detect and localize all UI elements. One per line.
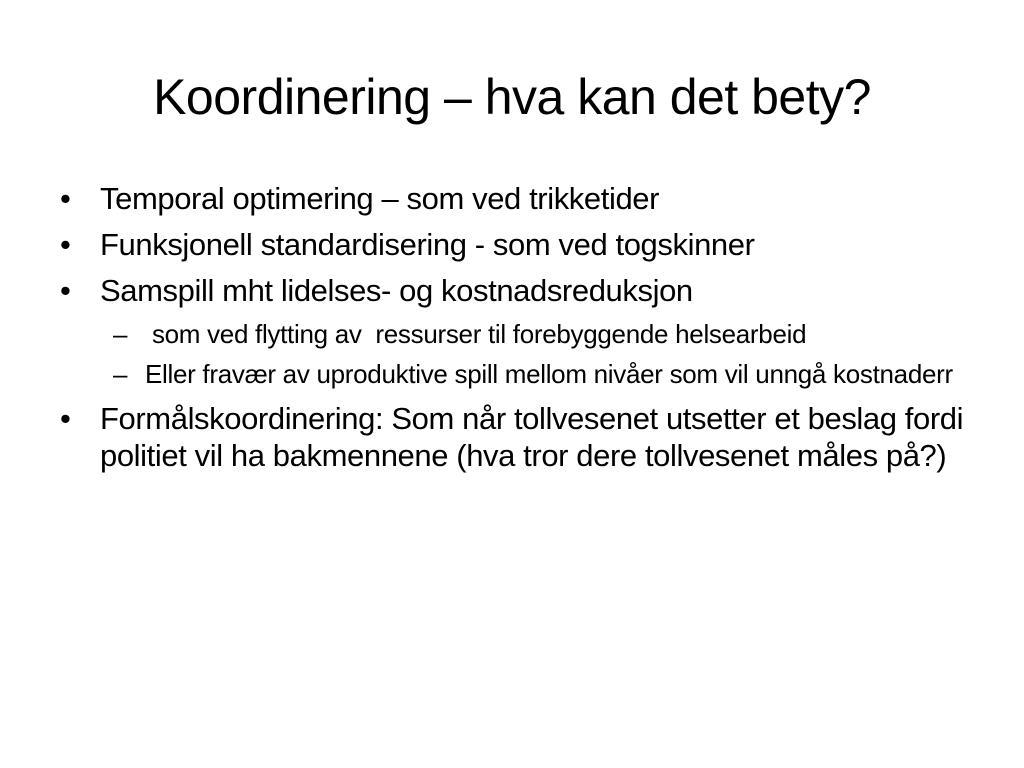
bullet-text: Funksjonell standardisering - som ved togskinner bbox=[100, 227, 755, 262]
bullet-text: Samspill mht lidelses- og kostnadsreduksjon bbox=[100, 273, 693, 308]
bullet-icon: • bbox=[60, 227, 71, 262]
bullet-icon: • bbox=[60, 273, 71, 308]
sub-list-container bbox=[58, 318, 978, 390]
dash-icon: – bbox=[113, 359, 128, 389]
bullet-item-3 bbox=[58, 272, 978, 309]
bullet-text: Formålskoordinering: Som når tollvesenet utsetter et beslag fordi politiet vil ha bakmennene (hva tror dere tollvesenet måles på?) bbox=[100, 401, 964, 473]
sub-bullet-item-1 bbox=[58, 318, 978, 350]
bullet-icon: • bbox=[60, 181, 71, 216]
bullet-icon: • bbox=[60, 401, 71, 436]
sub-bullet-list bbox=[58, 318, 978, 390]
sub-bullet-item-2 bbox=[58, 358, 978, 390]
bullet-item-2 bbox=[58, 226, 978, 263]
bullet-list bbox=[58, 180, 978, 483]
bullet-item-4 bbox=[58, 400, 978, 474]
bullet-item-1 bbox=[58, 180, 978, 217]
sub-bullet-text: Eller fravær av uproduktive spill mellom nivåer som vil unngå kostnaderr bbox=[145, 359, 953, 389]
dash-icon: – bbox=[113, 319, 128, 349]
bullet-text: Temporal optimering – som ved trikketider bbox=[100, 181, 660, 216]
slide-title: Koordinering – hva kan det bety? bbox=[153, 69, 871, 125]
sub-bullet-text: som ved flytting av ressurser til forebyggende helsearbeid bbox=[145, 319, 807, 349]
